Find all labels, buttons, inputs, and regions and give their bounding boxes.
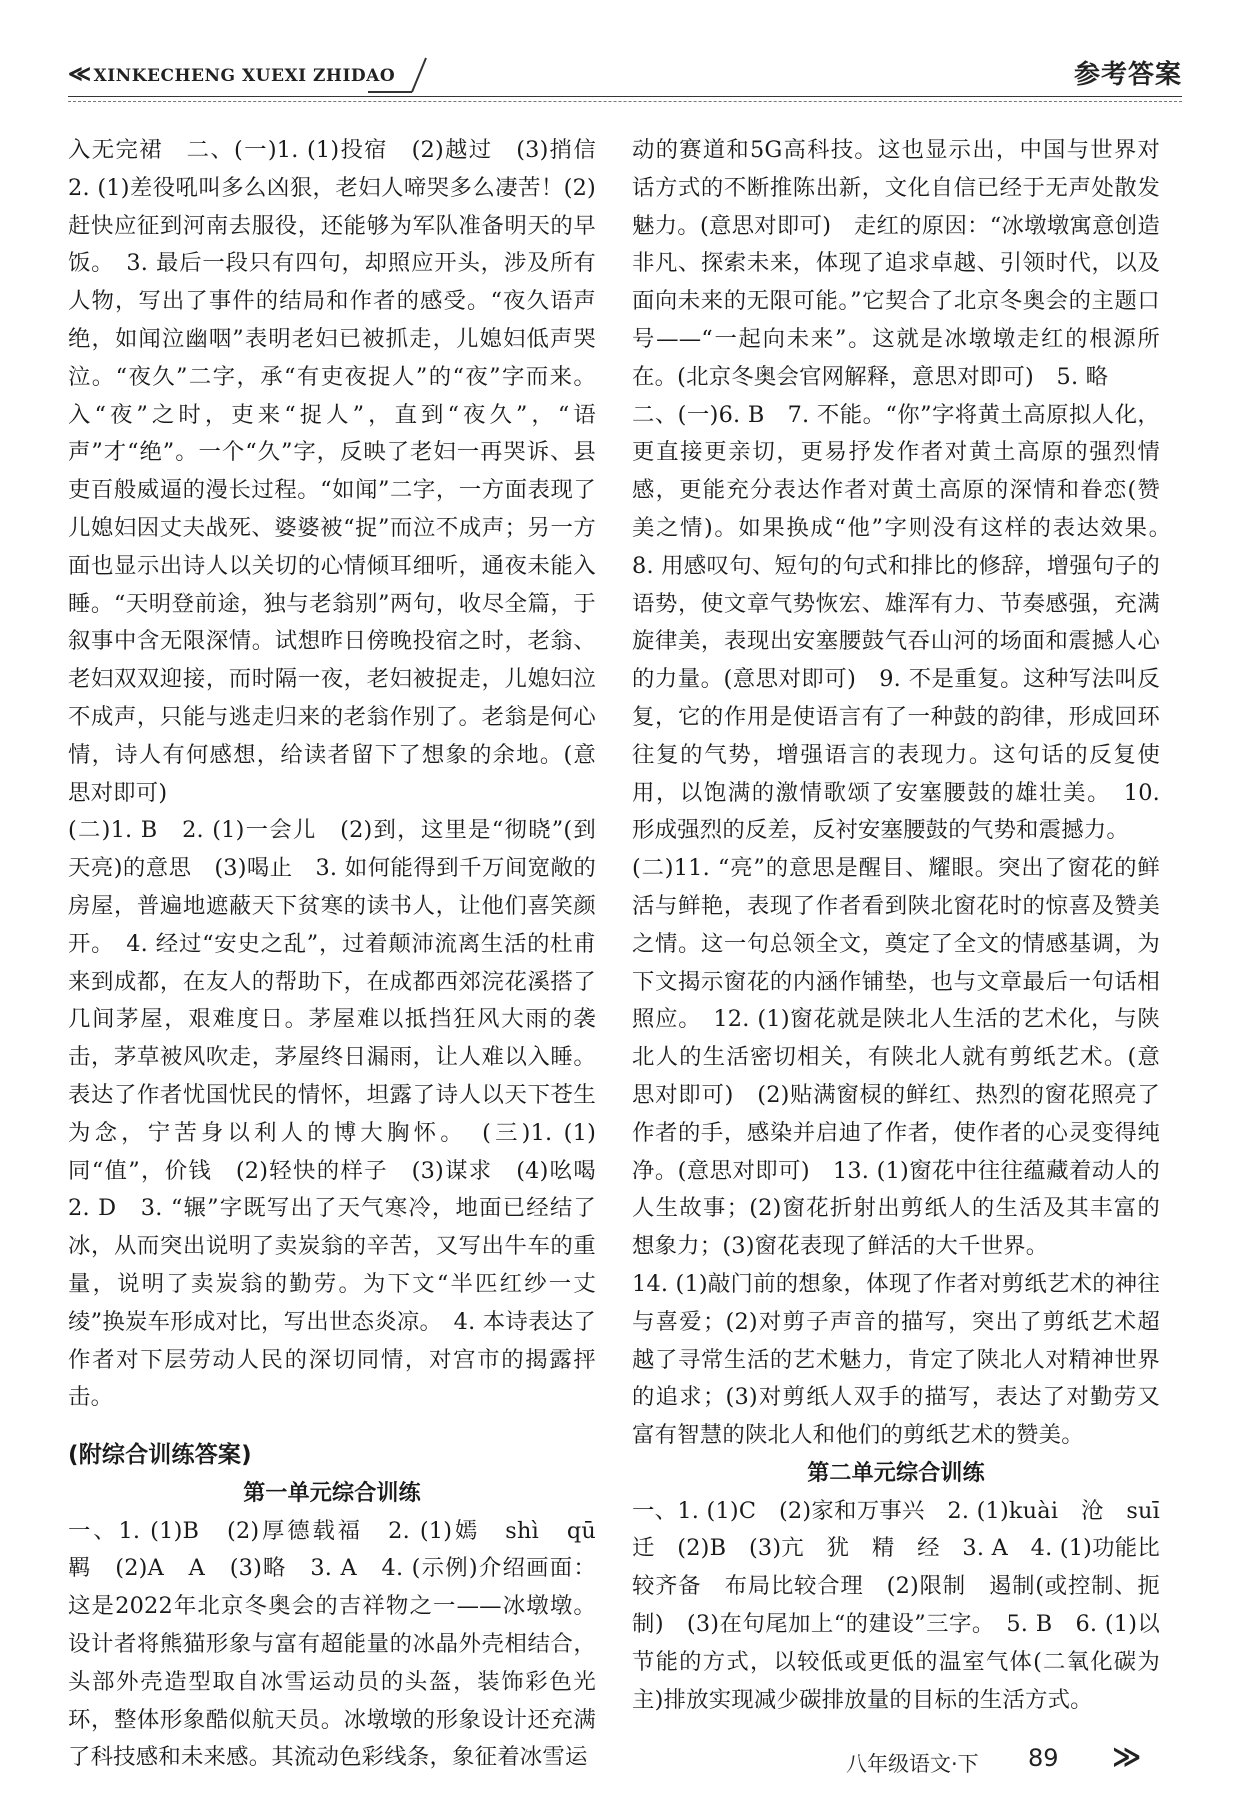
page-number: 89 — [1028, 1744, 1059, 1772]
page-title: 参考答案 — [1073, 60, 1182, 90]
header-slant-decoration — [368, 52, 428, 96]
right-column — [632, 132, 1183, 1719]
unit-title: 第二单元综合训练 — [807, 1460, 985, 1486]
double-chevron-left-icon: ≪ — [68, 61, 92, 87]
page-header — [68, 52, 1182, 96]
section-heading: (附综合训练答案) — [68, 1442, 252, 1469]
answer-paragraph: 入无完裙 二、(一)1. (1)投宿 (2)越过 (3)捎信 2. (1)差役吼叫多么凶狠，老妇人啼哭多么凄苦！(2)赶快应征到河南去服役，还能够为军队准备明天的早饭。 3. 最后一段只有四句，却照应开头，涉及所有人物，写出了事件的结局和作者的感受。“夜久语声绝，如闻泣幽咽”表明老妇已被抓走，儿媳妇低声哭泣。“夜久”二字，承“有吏夜捉人”的“夜”字而来。入“夜”之时，吏来“捉人”，直到“夜久”，“语声”才“绝”。一个“久”字，反映了老妇一再哭诉、县吏百般威逼的漫长过程。“如闻”二字，一方面表现了儿媳妇因丈夫战死、婆婆被“捉”而泣不成声；另一方面也显示出诗人以关切的心情倾耳细听，通夜未能入睡。“天明登前途，独与老翁别”两句，收尽全篇，于叙事中含无限深情。试想昨日傍晚投宿之时，老翁、老妇双双迎接，而时隔一夜，老妇被捉走，儿媳妇泣不成声，只能与逃走归来的老翁作别了。老翁是何心情，诗人有何感想，给读者留下了想象的余地。(意思对即可) — [68, 137, 619, 806]
answer-paragraph: (二)1. B 2. (1)一会儿 (2)到，这里是“彻晓”(到天亮)的意思 (3)喝止 3. 如何能得到千万间宽敞的房屋，普遍地遮蔽天下贫寒的读书人，让他们喜笑颜开。 4. 经过“安史之乱”，过着颠沛流离生活的杜甫来到成都，在友人的帮助下，在成都西郊浣花溪搭了几间茅屋，艰难度日。茅屋难以抵挡狂风大雨的袭击，茅草被风吹走，茅屋终日漏雨，让人难以入睡。表达了作者忧国忧民的情怀，坦露了诗人以天下苍生为念，宁苦身以利人的博大胸怀。 (三)1. (1)同“值”，价钱 (2)轻快的样子 (3)谋求 (4)吆喝 2. D 3. “辗”字既写出了天气寒冷，地面已经结了冰，从而突出说明了卖炭翁的辛苦，又写出牛车的重量，说明了卖炭翁的勤劳。为下文“半匹红纱一丈绫”换炭车形成对比，写出世态炎凉。 4. 本诗表达了作者对下层劳动人民的深切同情，对宫市的揭露抨击。 — [68, 817, 619, 1411]
grade-label: 八年级语文·下 — [846, 1752, 979, 1776]
series-label-text: XINKECHENG XUEXI ZHIDAO — [93, 66, 396, 86]
unit-title: 第一单元综合训练 — [243, 1480, 421, 1506]
answer-paragraph: 一、1. (1)B (2)厚德载福 2. (1)嫣 shì qū 羁 (2)A A (3)略 3. A 4. (示例)介绍画面：这是2022年北京冬奥会的吉祥物之一——冰墩墩。设计者将熊猫形象与富有超能量的冰晶外壳相结合，头部外壳造型取自冰雪运动员的头盔，装饰彩色光环，整体形象酷似航天员。冰墩墩的形象设计还充满了科技感和未来感。其流动色彩线条，象征着冰雪运 — [68, 1517, 619, 1771]
answer-paragraph: (二)11. “亮”的意思是醒目、耀眼。突出了窗花的鲜活与鲜艳，表现了作者看到陕北窗花时的惊喜及赞美之情。这一句总领全文，奠定了全文的情感基调，为下文揭示窗花的内涵作铺垫，也与文章最后一句话相照应。 12. (1)窗花就是陕北人生活的艺术化，与陕北人的生活密切相关，有陕北人就有剪纸艺术。(意思对即可) (2)贴满窗棂的鲜红、热烈的窗花照亮了作者的手，感染并启迪了作者，使作者的心灵变得纯净。(意思对即可) 13. (1)窗花中往往蕴藏着动人的人生故事；(2)窗花折射出剪纸人的生活及其丰富的想象力；(3)窗花表现了鲜活的大千世界。 — [632, 855, 1160, 1260]
header-divider — [68, 96, 1182, 97]
double-chevron-right-icon: ≫ — [1112, 1740, 1142, 1773]
answer-paragraph: 二、(一)6. B 7. 不能。“你”字将黄土高原拟人化，更直接更亲切，更易抒发作者对黄土高原的强烈情感，更能充分表达作者对黄土高原的深情和眷恋(赞美之情)。如果换成“他”字则没有这样的表达效果。 8. 用感叹句、短句的句式和排比的修辞，增强句子的语势，使文章气势恢宏、雄浑有力、节奏感强，充满旋律美，表现出安塞腰鼓气吞山河的场面和震撼人心的力量。(意思对即可) 9. 不是重复。这种写法叫反复，它的作用是使语言有了一种鼓的韵律，形成回环往复的气势，增强语言的表现力。这句话的反复使用，以饱满的激情歌颂了安塞腰鼓的雄壮美。 10. 形成强烈的反差，反衬安塞腰鼓的气势和震撼力。 — [632, 401, 1183, 844]
left-column — [68, 132, 619, 1777]
answer-paragraph: 动的赛道和5G高科技。这也显示出，中国与世界对话方式的不断推陈出新，文化自信已经于无声处散发魅力。(意思对即可) 走红的原因：“冰墩墩寓意创造非凡、探索未来，体现了追求卓越、引领时代，以及面向未来的无限可能。”它契合了北京冬奥会的主题口号——“一起向未来”。这就是冰墩墩走红的根源所在。(北京冬奥会官网解释，意思对即可) 5. 略 — [632, 137, 1160, 390]
answer-paragraph: 14. (1)敲门前的想象，体现了作者对剪纸艺术的神往与喜爱；(2)对剪子声音的描写，突出了剪纸艺术超越了寻常生活的艺术魅力，肯定了陕北人对精神世界的追求；(3)对剪纸人双手的描写，表达了对勤劳又富有智慧的陕北人和他们的剪纸艺术的赞美。 — [632, 1270, 1160, 1449]
answer-paragraph: 一、1. (1)C (2)家和万事兴 2. (1)kuài 沧 suī 迁 (2)B (3)亢 犹 精 经 3. A 4. (1)功能比较齐备 布局比较合理 (2)限制 遏制(或控制、扼制) (3)在句尾加上“的建设”三字。 5. B 6. (1)以节能的方式，以较低或更低的温室气体(二氧化碳为主)排放实现减少碳排放量的目标的生活方式。 — [632, 1497, 1183, 1713]
header-dashed-divider — [68, 101, 1182, 102]
